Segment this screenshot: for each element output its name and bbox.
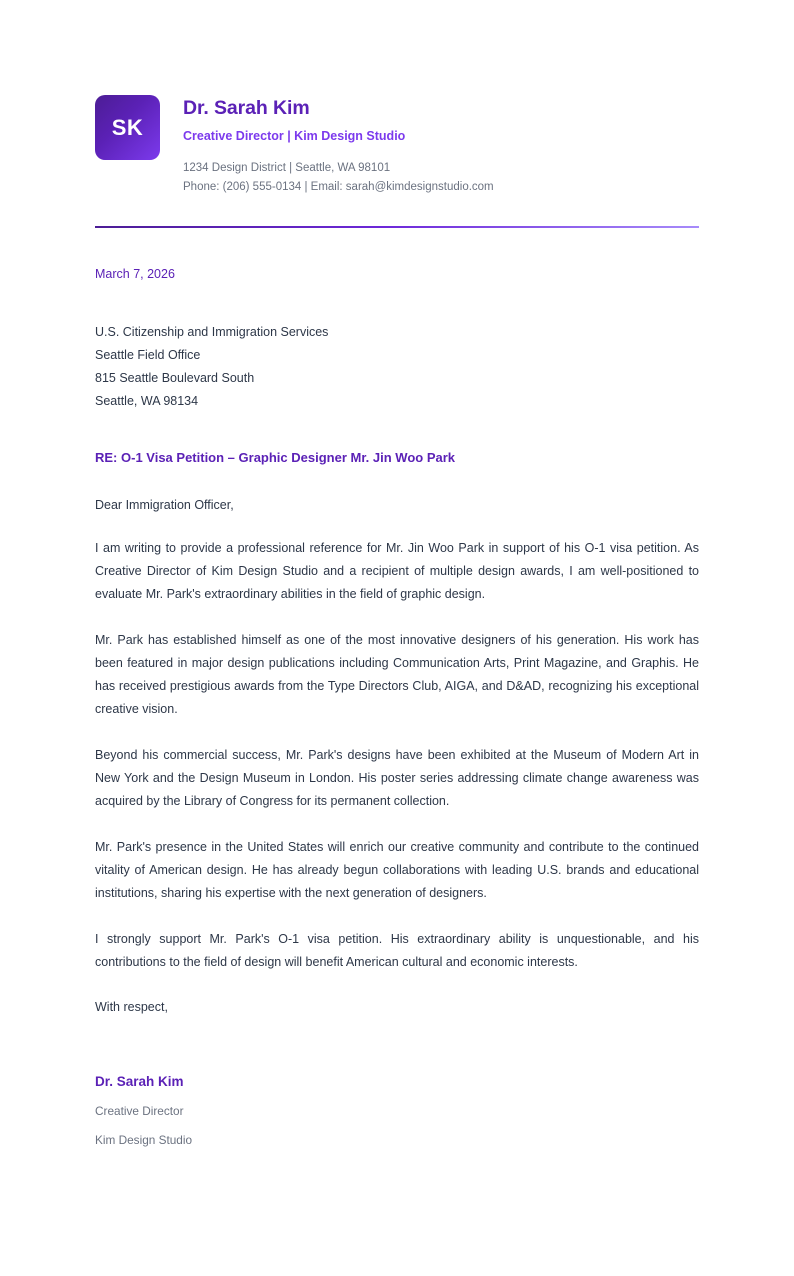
body-paragraph: Mr. Park has established himself as one of the most innovative designers of his generation. His work has been featured in major design publications including Communication Arts, Print Magazine, and Graphis. He has received prestigious awards from the Type Directors Club, AIGA, and D&AD, recognizing his exceptional creative vision. — [95, 633, 699, 717]
recipient-line: 815 Seattle Boulevard South — [95, 370, 255, 385]
letterhead — [95, 95, 699, 196]
body-paragraph: Beyond his commercial success, Mr. Park's designs have been exhibited at the Museum of Modern Art in New York and the Design Museum in London. His poster series addressing climate change awareness was acquired by the Library of Congress for its permanent collection. — [95, 748, 699, 809]
subject-line: RE: O-1 Visa Petition – Graphic Designer Mr. Jin Woo Park — [95, 449, 456, 465]
recipient-line: Seattle, WA 98134 — [95, 393, 199, 408]
sender-name: Dr. Sarah Kim — [183, 97, 310, 119]
recipient-line: U.S. Citizenship and Immigration Services — [95, 324, 329, 339]
signature-name: Dr. Sarah Kim — [95, 1073, 184, 1089]
signature-title: Creative Director — [95, 1103, 184, 1118]
salutation: Dear Immigration Officer, — [95, 497, 234, 512]
recipient-address — [95, 321, 699, 413]
body-paragraph: Mr. Park's presence in the United States will enrich our creative community and contribute to the continued vitality of American design. He has already begun collaborations with leading U.S. brands and educational institutions, sharing his expertise with the next generation of designers. — [95, 840, 699, 901]
recipient-line: Seattle Field Office — [95, 347, 201, 362]
body-paragraph: I am writing to provide a professional reference for Mr. Jin Woo Park in support of his O-1 visa petition. As Creative Director of Kim Design Studio and a recipient of multiple design awards, I am well-positioned to evaluate Mr. Park's extraordinary abilities in the field of graphic design. — [95, 541, 699, 602]
signature-company: Kim Design Studio — [95, 1132, 193, 1147]
sender-logo-badge: SK — [95, 95, 160, 160]
sender-address: 1234 Design District | Seattle, WA 98101 — [183, 162, 391, 175]
header-divider — [95, 226, 699, 228]
body-paragraph: I strongly support Mr. Park's O-1 visa petition. His extraordinary ability is unquestionable, and his contributions to the field of design will benefit American cultural and economic interests. — [95, 932, 699, 970]
sender-contact: Phone: (206) 555-0134 | Email: sarah@kimdesignstudio.com — [183, 180, 494, 193]
letter-date: March 7, 2026 — [95, 267, 175, 282]
closing-phrase: With respect, — [95, 1000, 168, 1015]
sender-identity — [183, 95, 494, 196]
sender-role: Creative Director | Kim Design Studio — [183, 129, 406, 144]
signature-block — [95, 1073, 699, 1148]
